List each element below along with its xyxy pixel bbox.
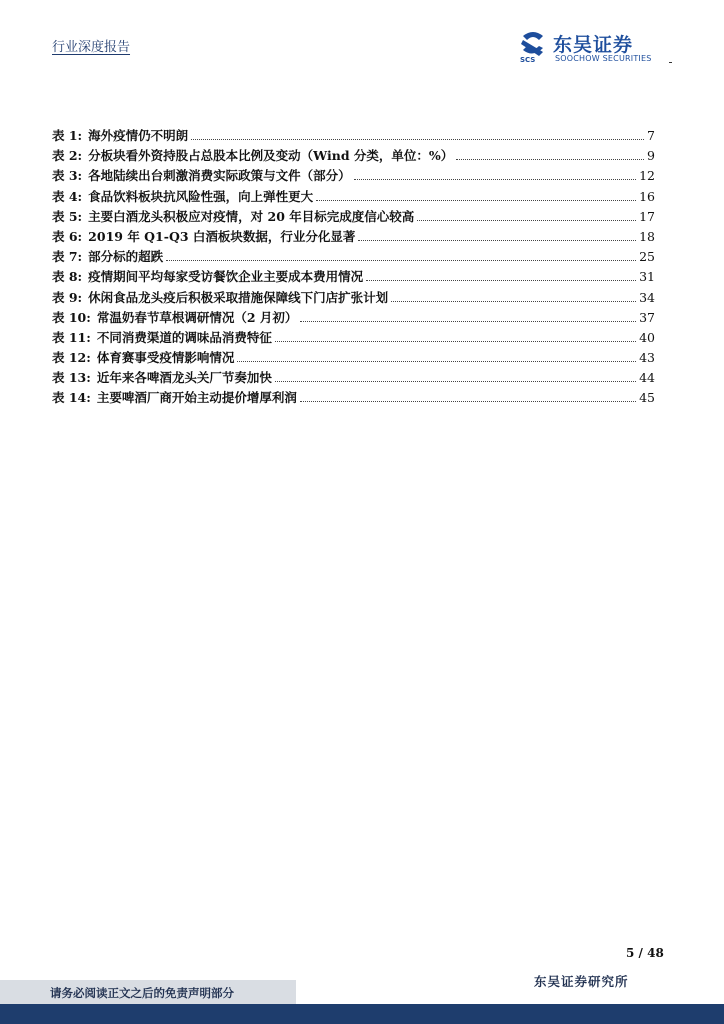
toc-entry-label: 表 3: <box>52 168 83 184</box>
toc-entry-page: 43 <box>639 350 655 366</box>
toc-entry-label: 表 12: <box>52 350 91 366</box>
toc-entry-title: 近年来各啤酒龙头关厂节奏加快 <box>96 370 272 386</box>
toc-entry-title: 体育赛事受疫情影响情况 <box>96 350 235 366</box>
footer-disclaimer: 请务必阅读正文之后的免责声明部分 <box>50 986 234 1000</box>
toc-entry-label: 表 9: <box>52 289 83 305</box>
toc-entry[interactable] <box>52 227 655 247</box>
toc-dot-leader <box>275 381 636 382</box>
table-of-tables <box>52 126 655 409</box>
toc-entry[interactable] <box>52 247 655 267</box>
toc-entry-label: 表 1: <box>52 128 83 143</box>
toc-entry-title: 疫情期间平均每家受访餐饮企业主要成本费用情况 <box>88 269 364 285</box>
toc-entry-page: 45 <box>639 390 655 406</box>
toc-entry-label: 表 4: <box>52 188 83 204</box>
toc-entry-label: 表 5: <box>52 208 83 224</box>
toc-entry-title: 主要白酒龙头积极应对疫情，对 20 年目标完成度信心较高 <box>88 208 415 224</box>
toc-entry-page: 9 <box>647 148 655 164</box>
footer-bar <box>0 1004 724 1024</box>
toc-dot-leader <box>456 159 644 160</box>
svg-text:SCS: SCS <box>520 56 536 64</box>
toc-entry-title: 各地陆续出台刺激消费实际政策与文件（部分） <box>88 168 351 184</box>
toc-entry-label: 表 10: <box>52 309 91 325</box>
toc-entry[interactable] <box>52 308 655 328</box>
toc-dot-leader <box>300 321 636 322</box>
toc-entry-title: 2019 年 Q1-Q3 白酒板块数据，行业分化显著 <box>88 228 356 244</box>
toc-entry[interactable] <box>52 126 655 146</box>
toc-entry[interactable] <box>52 368 655 388</box>
toc-dot-leader <box>366 280 636 281</box>
logo-chinese-name: 东吴证券 <box>553 34 634 56</box>
toc-entry-title: 分板块看外资持股占总股本比例及变动（Wind 分类，单位：%） <box>88 148 454 164</box>
toc-dot-leader <box>166 260 636 261</box>
toc-entry-page: 16 <box>639 188 655 204</box>
toc-entry-title: 主要啤酒厂商开始主动提价增厚利润 <box>96 390 297 406</box>
toc-entry-title: 休闲食品龙头疫后积极采取措施保障线下门店扩张计划 <box>88 289 389 305</box>
report-category-title: 行业深度报告 <box>52 40 131 55</box>
toc-dot-leader <box>191 139 644 140</box>
logo-english-name: SOOCHOW SECURITIES <box>555 54 652 63</box>
toc-entry[interactable] <box>52 267 655 287</box>
toc-entry-page: 7 <box>647 128 655 143</box>
toc-entry[interactable] <box>52 328 655 348</box>
toc-entry-label: 表 7: <box>52 249 83 265</box>
toc-entry-page: 37 <box>639 309 655 325</box>
toc-entry[interactable] <box>52 288 655 308</box>
toc-entry-page: 31 <box>639 269 655 285</box>
toc-dot-leader <box>358 240 636 241</box>
toc-dot-leader <box>417 220 636 221</box>
toc-entry-title: 食品饮料板块抗风险性强，向上弹性更大 <box>88 188 314 204</box>
toc-dot-leader <box>237 361 636 362</box>
toc-entry-page: 12 <box>639 168 655 184</box>
toc-entry[interactable] <box>52 166 655 186</box>
toc-dot-leader <box>354 179 636 180</box>
toc-entry-title: 不同消费渠道的调味品消费特征 <box>96 329 272 345</box>
toc-entry-label: 表 2: <box>52 148 83 164</box>
toc-entry[interactable] <box>52 187 655 207</box>
toc-entry[interactable] <box>52 348 655 368</box>
toc-entry-page: 40 <box>639 329 655 345</box>
toc-dot-leader <box>316 200 636 201</box>
toc-dot-leader <box>300 401 636 402</box>
toc-dot-leader <box>391 301 636 302</box>
toc-entry-title: 海外疫情仍不明朗 <box>88 128 189 143</box>
toc-entry-page: 44 <box>639 370 655 386</box>
toc-entry-page: 18 <box>639 228 655 244</box>
toc-entry[interactable] <box>52 207 655 227</box>
toc-entry-label: 表 14: <box>52 390 91 406</box>
page-number: 5 / 48 <box>626 946 664 960</box>
toc-entry-label: 表 11: <box>52 329 91 345</box>
toc-entry-page: 25 <box>639 249 655 265</box>
toc-entry-page: 17 <box>639 208 655 224</box>
footer-institute-name: 东吴证券研究所 <box>534 974 629 989</box>
toc-dot-leader <box>275 341 636 342</box>
toc-entry[interactable] <box>52 146 655 166</box>
toc-entry-title: 部分标的超跌 <box>88 249 164 265</box>
soochow-securities-logo <box>519 30 669 66</box>
toc-entry-label: 表 13: <box>52 370 91 386</box>
toc-entry[interactable] <box>52 388 655 408</box>
toc-entry-label: 表 6: <box>52 228 83 244</box>
toc-entry-label: 表 8: <box>52 269 83 285</box>
toc-entry-page: 34 <box>639 289 655 305</box>
toc-entry-title: 常温奶春节草根调研情况（2 月初） <box>96 309 298 325</box>
scs-logo-mark-icon <box>519 30 547 64</box>
header-divider <box>669 62 672 63</box>
